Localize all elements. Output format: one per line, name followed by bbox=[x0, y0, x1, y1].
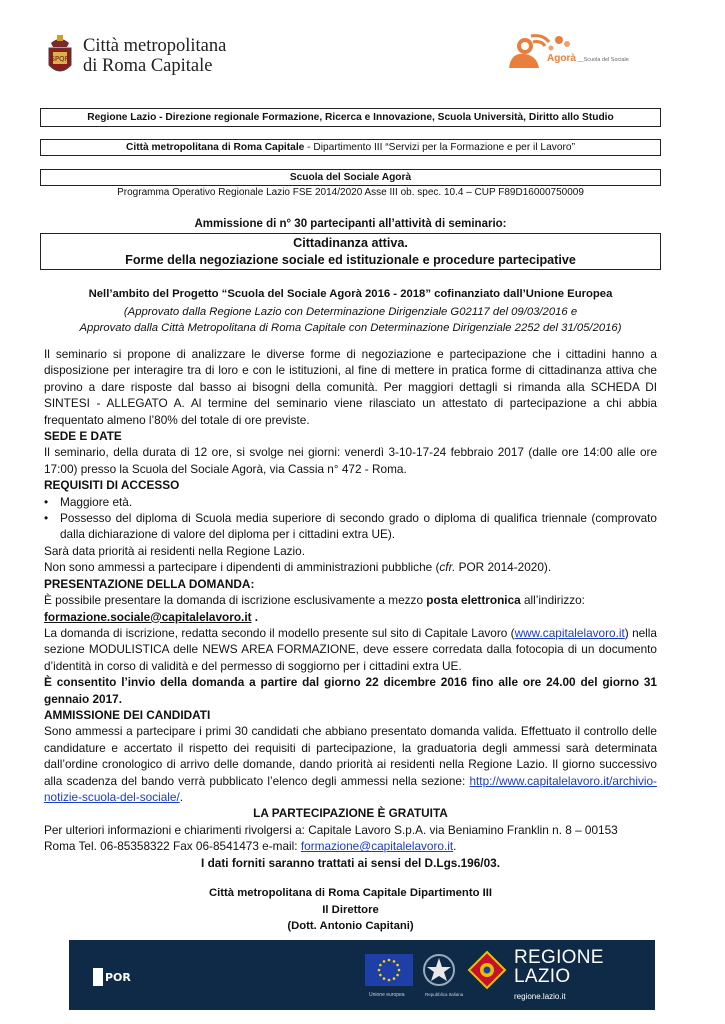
presentazione-post: all’indirizzo: bbox=[520, 593, 585, 608]
sede-heading: SEDE E DATE bbox=[44, 429, 122, 444]
presentazione-pre: È possibile presentare la domanda di iscrizione esclusivamente a mezzo bbox=[44, 593, 427, 608]
repubblica-label: Repubblica Italiana bbox=[425, 992, 464, 997]
list-item bbox=[44, 510, 657, 543]
presentazione-paragraph bbox=[44, 592, 657, 625]
regione-lazio-logo bbox=[514, 948, 604, 986]
eu-label: Unione europea bbox=[369, 992, 405, 998]
por-logo-text: POR bbox=[105, 971, 131, 984]
approvazione-line1: (Approvato dalla Regione Lazio con Determinazione Dirigenziale G02117 del 09/03/2016 e bbox=[123, 306, 578, 318]
eu-flag-icon bbox=[365, 954, 413, 986]
regione-line1: REGIONE bbox=[514, 947, 604, 968]
org-name-line1: Città metropolitana bbox=[83, 36, 227, 56]
info-line2: Roma Tel. 06-85358322 Fax 06-8541473 e-mail: bbox=[44, 839, 301, 854]
signature-line2: Il Direttore bbox=[322, 903, 379, 916]
ammissione-candidati-text: Sono ammessi a partecipare i primi 30 candidati che abbiano presentato domanda valida. Effettuato il controllo delle candidature e accertato il rispetto dei requisiti di partecipazione, la graduatoria degli ammessi sarà determinata dall’ordine cronologico di arrivo delle domande, dando priorità ai residenti nella Regione Lazio. Il giorno successivo alla scadenza del bando verrà pubblicato l’elenco degli ammessi nella sezione: bbox=[44, 724, 657, 788]
privacy-line: I dati forniti saranno trattati ai sensi del D.Lgs.196/03. bbox=[201, 855, 500, 870]
bullet-icon: • bbox=[44, 494, 49, 509]
priorita-line: Sarà data priorità ai residenti nella Regione Lazio. bbox=[44, 543, 306, 558]
document-body bbox=[44, 346, 657, 871]
seminar-title-line1: Cittadinanza attiva. bbox=[293, 236, 408, 250]
regione-box: Regione Lazio - Direzione regionale Formazione, Ricerca e Innovazione, Scuola Università, Diritto allo Studio bbox=[40, 108, 661, 127]
non-ammessi-pre: Non sono ammessi a partecipare i dipendenti di amministrazioni pubbliche ( bbox=[44, 560, 440, 575]
domanda-paragraph bbox=[44, 625, 657, 674]
agora-mark-icon bbox=[503, 30, 653, 72]
requisiti-heading: REQUISITI DI ACCESSO bbox=[44, 478, 180, 493]
list-item bbox=[44, 494, 657, 510]
info-email-link[interactable]: formazione@capitalelavoro.it bbox=[300, 839, 454, 854]
domanda-pre: La domanda di iscrizione, redatta secondo il modello presente sul sito di Capitale Lavoro ( bbox=[44, 625, 515, 640]
progetto-line: Nell’ambito del Progetto “Scuola del Sociale Agorà 2016 - 2018” cofinanziato dall’Unione Europea bbox=[88, 288, 613, 300]
seminar-title-line2: Forme della negoziazione sociale ed istituzionale e procedure partecipative bbox=[125, 253, 576, 267]
programma-line: Programma Operativo Regionale Lazio FSE 2014/2020 Asse III ob. spec. 10.4 – CUP F89D16000750009 bbox=[117, 187, 584, 198]
presentazione-email-link[interactable]: formazione.sociale@capitalelavoro.it bbox=[44, 609, 252, 624]
approvazione-block bbox=[40, 304, 661, 336]
signature-block bbox=[40, 885, 661, 935]
italian-emblem-icon bbox=[421, 952, 457, 988]
scuola-box: Scuola del Sociale Agorà bbox=[40, 169, 661, 186]
ammissione-heading: Ammissione di n° 30 partecipanti all’attività di seminario: bbox=[194, 218, 507, 230]
org-name-line2: di Roma Capitale bbox=[83, 56, 213, 76]
intro-paragraph: Il seminario si propone di analizzare le diverse forme di negoziazione e partecipazione che i cittadini hanno a disposizione per interagire tra di loro e con le istituzioni, al fine di mettere in pratica forme di cittadinanza attiva che provino a dare risposte dal basso ai bisogni della comunità. Per maggiori dettagli si rimanda alla SCHEDA DI SINTESI - ALLEGATO A. Al termine del seminario viene rilasciato un attestato di partecipazione a chi abbia frequentato almeno l’80% del totale di ore previste. bbox=[44, 347, 657, 427]
requisiti-list bbox=[44, 494, 657, 543]
lazio-emblem-icon bbox=[467, 950, 507, 990]
list-item-text: Possesso del diploma di Scuola media superiore di secondo grado o diploma di qualifica triennale (comprovato dalla dichiarazione di valore del diploma per i cittadini extra UE). bbox=[60, 511, 657, 542]
regione-url: regione.lazio.it bbox=[514, 992, 566, 1001]
capitalelavoro-link[interactable]: www.capitalelavoro.it bbox=[514, 625, 625, 640]
agora-logo: Agorà __Scuola del Sociale bbox=[503, 30, 653, 72]
ammissione-candidati-heading: AMMISSIONE DEI CANDIDATI bbox=[44, 707, 211, 722]
non-ammessi-line bbox=[44, 559, 657, 575]
approvazione-line2: Approvato dalla Città Metropolitana di Roma Capitale con Determinazione Dirigenziale 2252 del 31/05/2016) bbox=[79, 322, 622, 334]
info-paragraph bbox=[44, 822, 657, 855]
agora-logo-text: Agorà bbox=[547, 53, 576, 64]
bullet-icon: • bbox=[44, 511, 49, 526]
citta-box-bold: Città metropolitana di Roma Capitale bbox=[126, 142, 305, 153]
citta-box-rest: - Dipartimento III “Servizi per la Formazione e per il Lavoro” bbox=[304, 142, 575, 153]
agora-logo-sub: Scuola del Sociale bbox=[583, 57, 629, 63]
archivio-link-tail: . bbox=[179, 789, 184, 804]
ammissione-candidati-paragraph bbox=[44, 723, 657, 805]
presentazione-email-tail: . bbox=[251, 609, 259, 624]
footer-banner bbox=[69, 940, 655, 1010]
gratuita-line: LA PARTECIPAZIONE È GRATUITA bbox=[253, 806, 448, 821]
regione-line2: LAZIO bbox=[514, 966, 571, 987]
non-ammessi-post: POR 2014-2020). bbox=[455, 560, 552, 575]
signature-line3: (Dott. Antonio Capitani) bbox=[287, 920, 414, 932]
seminar-title-box bbox=[40, 233, 661, 270]
por-logo-icon bbox=[93, 964, 131, 990]
info-email-tail: . bbox=[453, 839, 457, 854]
non-ammessi-cfr: cfr. bbox=[439, 560, 456, 575]
list-item-text: Maggiore età. bbox=[60, 494, 133, 509]
svg-text:SPQR: SPQR bbox=[50, 55, 70, 63]
domanda-post: ) nella sezione MODULISTICA delle NEWS AREA FORMAZIONE, deve essere corredata dalla fotocopia di un documento d’identità in corso di validità e del permesso di soggiorno per i cittadini extra UE. bbox=[44, 625, 657, 673]
invio-paragraph: È consentito l’invio della domanda a partire dal giorno 22 dicembre 2016 fino alle ore 24.00 del giorno 31 gennaio 2017. bbox=[44, 675, 657, 706]
header-org bbox=[45, 33, 226, 79]
signature-line1: Città metropolitana di Roma Capitale Dipartimento III bbox=[208, 887, 493, 899]
citta-box bbox=[40, 139, 661, 156]
info-line1: Per ulteriori informazioni e chiarimenti rivolgersi a: Capitale Lavoro S.p.A. via Beniamino Franklin n. 8 – 00153 bbox=[44, 822, 618, 837]
city-crest-icon bbox=[45, 33, 75, 79]
sede-paragraph: Il seminario, della durata di 12 ore, si svolge nei giorni: venerdì 3-10-17-24 febbraio 2017 (dalle ore 14:00 alle ore 17:00) presso la Scuola del Sociale Agorà, via Cassia n° 472 - Roma. bbox=[44, 445, 657, 476]
archivio-notizie-link[interactable]: http://www.capitalelavoro.it/archivio-notizie-scuola-del-sociale/ bbox=[44, 773, 657, 804]
presentazione-heading: PRESENTAZIONE DELLA DOMANDA: bbox=[44, 576, 255, 591]
presentazione-bold: posta elettronica bbox=[426, 593, 521, 608]
